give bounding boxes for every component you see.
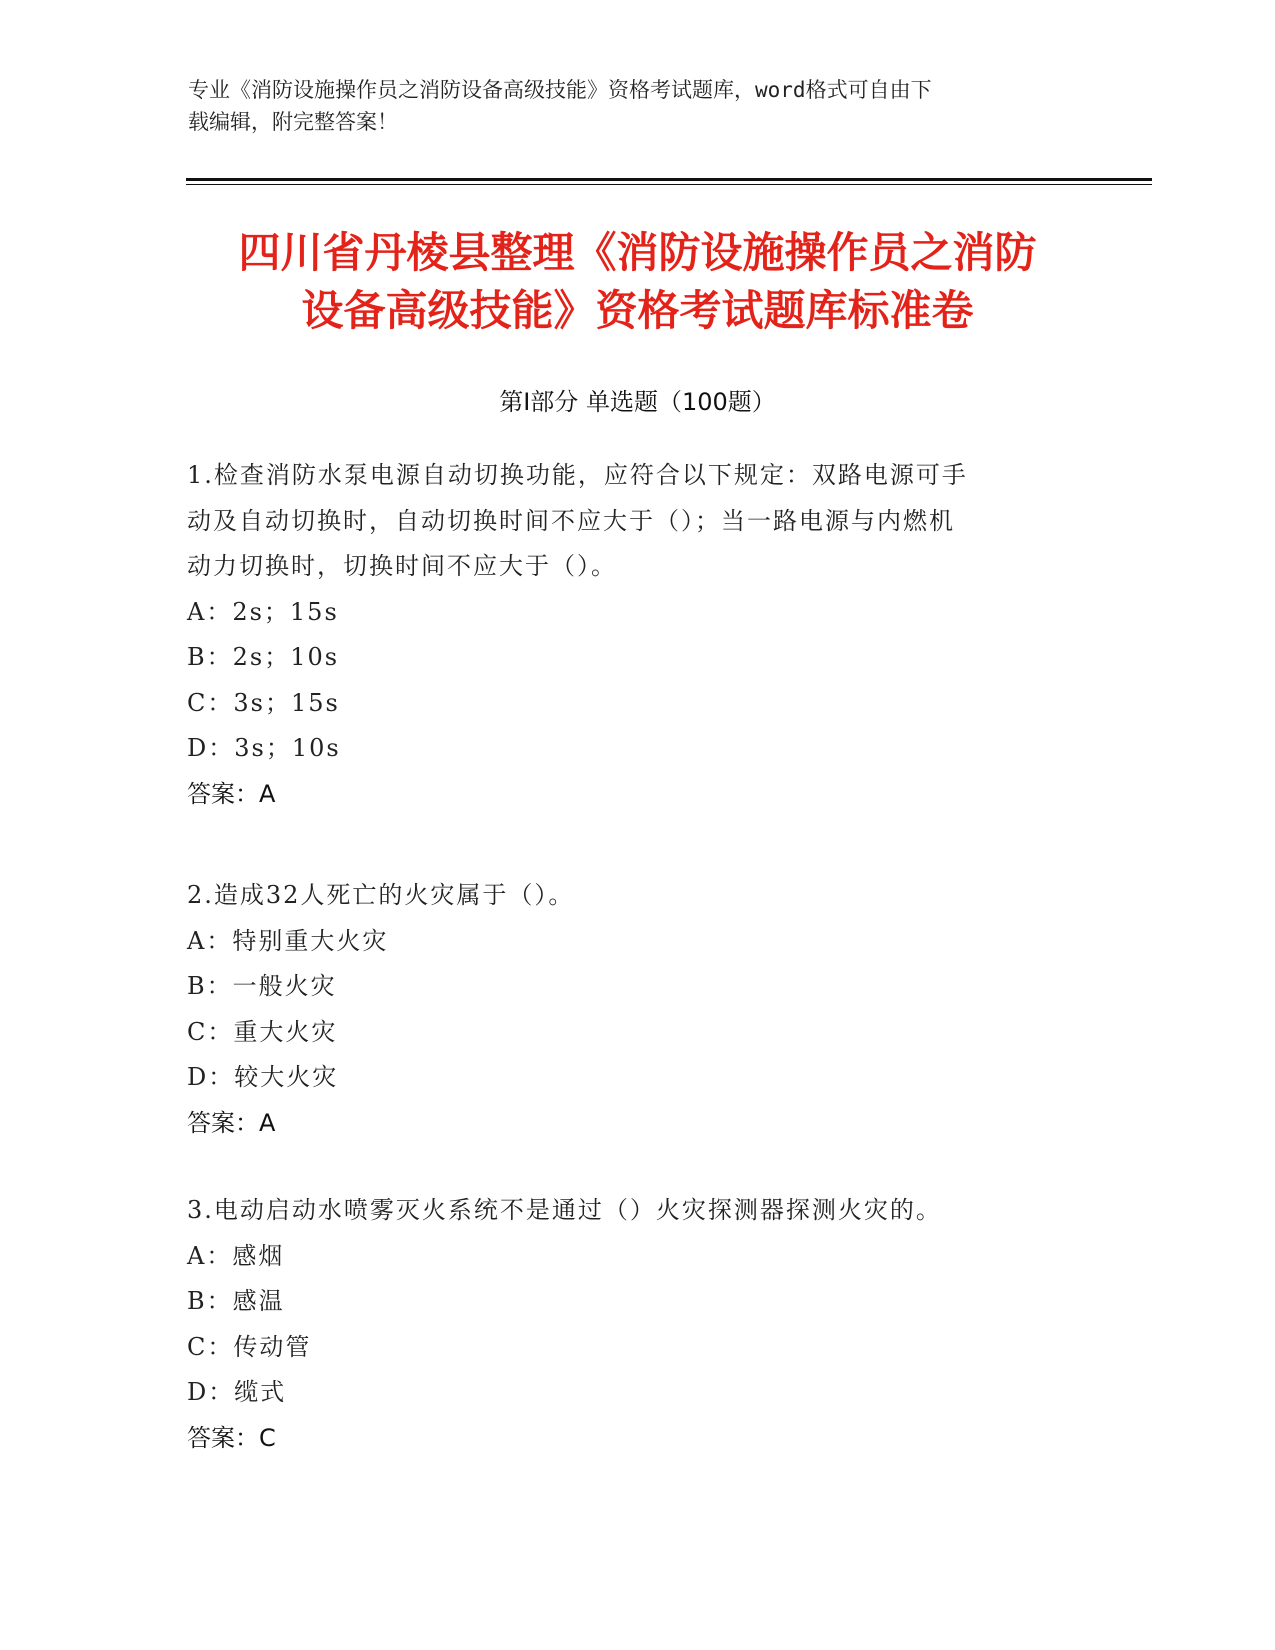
option-c: C：3s；15s: [187, 688, 340, 717]
question-stem-line: 2.造成32人死亡的火灾属于（）。: [187, 881, 575, 909]
option-c: C：传动管: [187, 1332, 312, 1361]
title-line: 设备高级技能》资格考试题库标准卷: [301, 286, 974, 335]
document-title: [150, 224, 1125, 340]
answer: 答案：C: [187, 1423, 276, 1452]
intro-text: [188, 74, 1068, 138]
header-divider-thin: [186, 184, 1152, 185]
answer: 答案：A: [187, 779, 276, 808]
option-a: A：2s；15s: [187, 597, 339, 626]
question-3: [187, 1188, 1067, 1461]
answer: 答案：A: [187, 1108, 276, 1137]
option-b: B：感温: [187, 1287, 285, 1315]
option-c: C：重大火灾: [187, 1017, 338, 1046]
section-title: 第Ⅰ部分 单选题（100题）: [499, 388, 776, 416]
question-stem-line: 动及自动切换时，自动切换时间不应大于（）；当一路电源与内燃机: [187, 506, 955, 535]
title-line: 四川省丹棱县整理《消防设施操作员之消防: [238, 228, 1037, 277]
question-stem-line: 3.电动启动水喷雾灭火系统不是通过（）火灾探测器探测火灾的。: [187, 1196, 942, 1224]
question-stem-line: 1.检查消防水泵电源自动切换功能，应符合以下规定：双路电源可手: [187, 461, 968, 489]
question-stem-line: 动力切换时，切换时间不应大于（）。: [187, 552, 617, 580]
option-d: D：缆式: [187, 1378, 287, 1406]
option-b: B：2s；10s: [187, 643, 340, 671]
question-1: [187, 453, 1067, 817]
option-d: D：3s；10s: [187, 734, 341, 762]
option-d: D：较大火灾: [187, 1063, 339, 1091]
option-a: A：感烟: [187, 1241, 285, 1270]
intro-line: 载编辑，附完整答案！: [188, 110, 398, 134]
option-b: B：一般火灾: [187, 972, 337, 1000]
intro-line: 专业《消防设施操作员之消防设备高级技能》资格考试题库，word格式可自由下: [188, 78, 932, 102]
option-a: A：特别重大火灾: [187, 926, 389, 955]
header-divider-thick: [186, 178, 1152, 181]
question-2: [187, 873, 1067, 1146]
